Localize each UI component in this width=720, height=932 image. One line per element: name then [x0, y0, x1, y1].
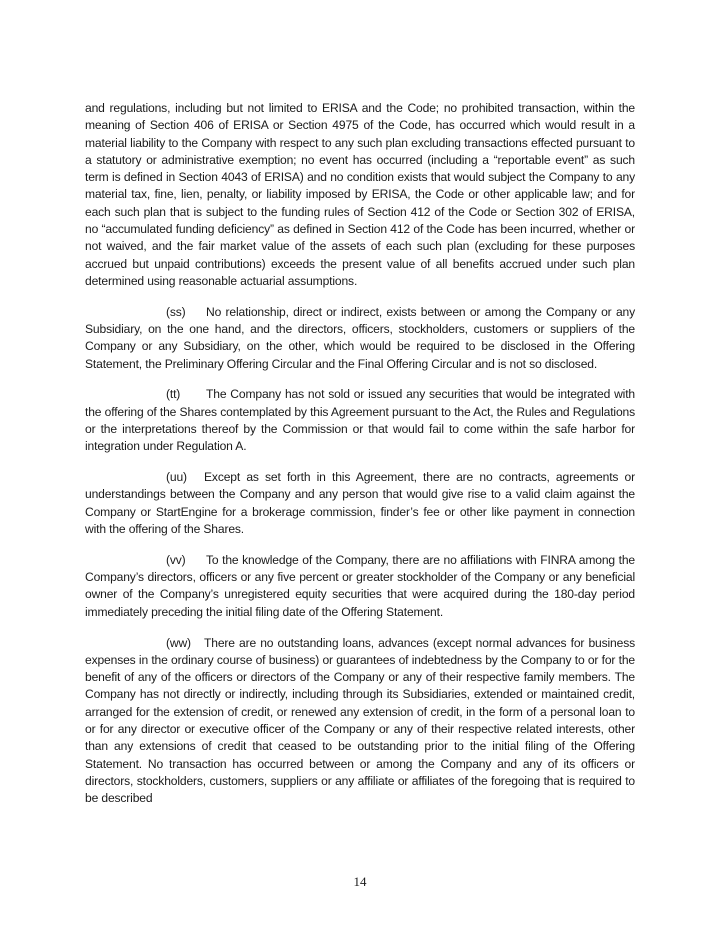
section-text-ss: No relationship, direct or indirect, exists between or among the Company or any Subsidiary, on the one hand, and the directors, officers, stockholders, customers or suppliers of the Company or any Subsidiary, on the other, which would be required to be disclosed in the Offering Statement, the Preliminary Offering Circular and the Final Offering Circular and is not so disclosed. — [85, 304, 635, 371]
section-text-ww: There are no outstanding loans, advances (except normal advances for business expenses in the ordinary course of business) or guarantees of indebtedness by the Company to or for the benefit of any of the officers or directors of the Company or any of their respective family members. The Company has not directly or indirectly, including through its Subsidiaries, extended or maintained credit, arranged for the extension of credit, or renewed any extension of credit, in the form of a personal loan to or for any director or executive officer of the Company or any of their respective related interests, other than any extensions of credit that ceased to be outstanding prior to the initial filing of the Offering Statement. No transaction has occurred between or among the Company and any of its officers or directors, stockholders, customers, suppliers or any affiliate or affiliates of the foregoing that is required to be described — [85, 635, 635, 806]
section-label-tt: (tt) — [166, 387, 181, 402]
paragraph-vv — [85, 552, 635, 621]
paragraph-ss — [85, 304, 635, 373]
section-label-vv: (vv) — [166, 552, 186, 567]
page-number: 14 — [353, 874, 367, 889]
document-page — [85, 100, 635, 821]
paragraph-continuation: and regulations, including but not limited to ERISA and the Code; no prohibited transaction, within the meaning of Section 406 of ERISA or Section 4975 of the Code, has occurred which would result in a material liability to the Company with respect to any such plan excluding transactions effected pursuant to a statutory or administrative exemption; no event has occurred (including a “reportable event” as such term is defined in Section 4043 of ERISA) and no condition exists that would subject the Company to any material tax, fine, lien, penalty, or liability imposed by ERISA, the Code or other applicable law; and for each such plan that is subject to the funding rules of Section 412 of the Code or Section 302 of ERISA, no “accumulated funding deficiency” as defined in Section 412 of the Code has been incurred, whether or not waived, and the fair market value of the assets of each such plan (excluding for these purposes accrued but unpaid contributions) exceeds the present value of all benefits accrued under such plan determined using reasonable actuarial assumptions. — [85, 101, 635, 288]
paragraph-ww — [85, 635, 635, 808]
paragraph-uu — [85, 469, 635, 538]
section-text-tt: The Company has not sold or issued any securities that would be integrated with the offering of the Shares contemplated by this Agreement pursuant to the Act, the Rules and Regulations or the interpretations thereof by the Commission or that would fail to come within the safe harbor for integration under Regulation A. — [85, 387, 635, 454]
section-text-vv: To the knowledge of the Company, there are no affiliations with FINRA among the Company’s directors, officers or any five percent or greater stockholder of the Company or any beneficial owner of the Company’s unregistered equity securities that were acquired during the 180-day period immediately preceding the initial filing date of the Offering Statement. — [85, 552, 635, 619]
section-label-ww: (ww) — [166, 635, 191, 650]
section-label-uu: (uu) — [166, 470, 187, 485]
section-text-uu: Except as set forth in this Agreement, there are no contracts, agreements or understandings between the Company and any person that would give rise to a valid claim against the Company or StartEngine for a brokerage commission, finder’s fee or other like payment in connection with the offering of the Shares. — [85, 470, 635, 537]
section-label-ss: (ss) — [166, 304, 186, 319]
paragraph-tt — [85, 386, 635, 455]
